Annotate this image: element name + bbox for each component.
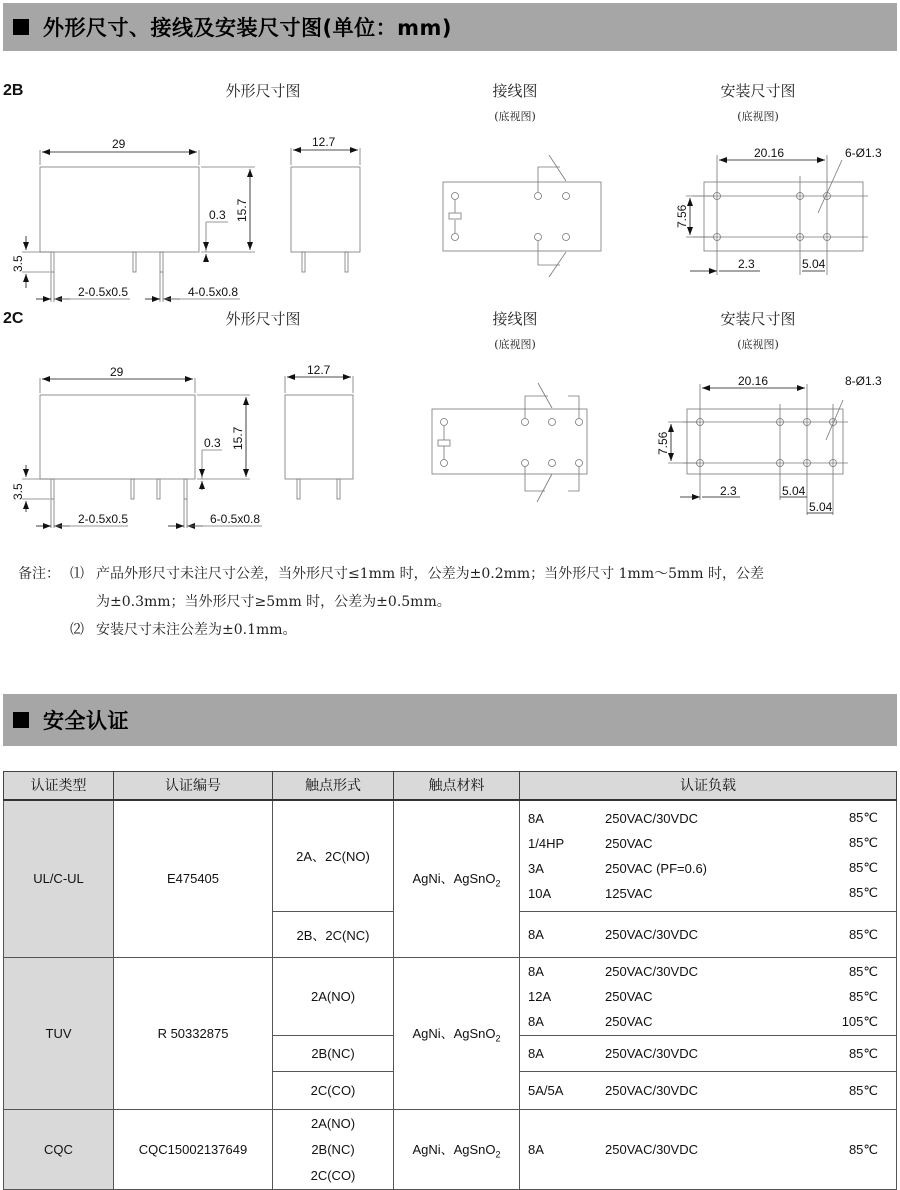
caption-wiring-2b: 接线图 (492, 82, 538, 100)
load-cell (520, 958, 897, 1036)
load-line (528, 856, 878, 881)
caption-wiring-bottomview-2c: (底视图) (494, 338, 536, 351)
material-text: AgNi、AgSnO (412, 1026, 496, 1042)
technical-drawings (0, 0, 900, 540)
load-line (528, 1078, 878, 1103)
table-header-row (4, 772, 897, 800)
caption-mounting-2b: 安装尺寸图 (720, 82, 796, 100)
caption-outline-2c: 外形尺寸图 (225, 310, 301, 328)
variant-label-2b: 2B (3, 82, 24, 99)
load-cell (520, 912, 897, 958)
load-current: 8A (528, 1046, 544, 1061)
contact-form-line: 2C(CO) (310, 1167, 356, 1183)
notes-label: 备注： (18, 566, 60, 582)
caption-mounting-2c: 安装尺寸图 (720, 310, 796, 328)
load-temp: 105℃ (841, 1013, 878, 1029)
load-temp: 85℃ (848, 860, 878, 876)
table-row (4, 958, 897, 1036)
dim-coil-pins-2b: 2-0.5x0.5 (78, 285, 129, 299)
dim-span-2b: 20.16 (754, 146, 785, 160)
dim-holes-2c: 8-Ø1.3 (845, 374, 882, 388)
contact-form-cell: 2A、2C(NO) (273, 800, 394, 912)
load-line (528, 881, 878, 906)
load-line (528, 922, 878, 947)
outline-side-view-2b (22, 150, 255, 302)
load-cell (520, 1072, 897, 1110)
contact-form-cell: 2A(NO) (273, 958, 394, 1036)
dim-row-pitch-2c: 7.56 (656, 431, 670, 455)
contact-material-cell (394, 800, 520, 958)
section-title: 安全认证 (43, 709, 129, 733)
load-temp: 85℃ (848, 885, 878, 901)
load-current: 10A (528, 885, 552, 901)
load-line (528, 831, 878, 856)
load-rating: 250VAC/30VDC (605, 1142, 698, 1157)
load-cell (520, 800, 897, 912)
wiring-diagram-2b (443, 155, 601, 277)
header-cert-load: 认证负载 (520, 772, 897, 800)
load-line (528, 806, 878, 831)
caption-wiring-2c: 接线图 (492, 310, 538, 328)
load-temp: 85℃ (848, 1141, 878, 1157)
load-temp: 85℃ (848, 988, 878, 1004)
load-current: 1/4HP (528, 835, 565, 851)
note-2-line1: 安装尺寸未注公差为±0.1mm。 (96, 622, 297, 638)
material-subscript: 2 (495, 1149, 501, 1160)
dim-width-2c: 12.7 (307, 363, 331, 377)
load-current: 8A (528, 927, 544, 942)
notes-block (18, 560, 764, 644)
dim-length-2c: 29 (110, 365, 124, 379)
load-rating: 250VAC/30VDC (605, 964, 698, 979)
contact-form-cell: 2C(CO) (273, 1072, 394, 1110)
dim-standoff-2c: 0.3 (204, 436, 221, 450)
load-current: 8A (528, 1142, 544, 1157)
dim-width-2b: 12.7 (312, 135, 336, 149)
material-text: AgNi、AgSnO (412, 871, 496, 887)
load-rating: 250VAC (605, 835, 653, 851)
dim-pitch-2b: 5.04 (802, 257, 826, 271)
certification-table (3, 771, 897, 1190)
load-rating: 250VAC (PF=0.6) (605, 860, 708, 876)
load-current: 8A (528, 964, 544, 979)
dim-offset-2b: 2.3 (738, 257, 755, 271)
dim-pin-length-2c: 3.5 (11, 483, 25, 500)
note-1-number: ⑴ (70, 566, 84, 582)
note-1-line2: 为±0.3mm；当外形尺寸≥5mm 时，公差为±0.5mm。 (96, 594, 451, 610)
outline-end-view-2c (285, 376, 353, 499)
cert-number-cell: E475405 (114, 800, 273, 958)
header-cert-type: 认证类型 (4, 772, 114, 800)
outline-end-view-2b (291, 148, 360, 272)
contact-material-cell (394, 958, 520, 1110)
load-rating: 250VAC (605, 1014, 653, 1029)
outline-side-view-2c (22, 378, 262, 528)
contact-material-cell (394, 1110, 520, 1190)
cert-type-cell: CQC (4, 1110, 114, 1190)
section-header-certification (3, 694, 897, 746)
load-current: 12A (528, 989, 552, 1004)
dim-standoff-2b: 0.3 (209, 208, 226, 222)
load-temp: 85℃ (848, 926, 878, 942)
load-cell (520, 1110, 897, 1190)
section-title: 外形尺寸、接线及安装尺寸图(单位：mm) (43, 16, 452, 40)
load-rating: 250VAC/30VDC (605, 1083, 698, 1098)
dim-offset-2c: 2.3 (720, 484, 737, 498)
load-temp: 85℃ (848, 963, 878, 979)
material-text: AgNi、AgSnO (412, 1142, 496, 1158)
contact-form-line: 2A(NO) (310, 1115, 356, 1131)
variant-label-2c: 2C (3, 310, 24, 327)
caption-outline-2b: 外形尺寸图 (225, 82, 301, 100)
mounting-diagram-2b (686, 155, 868, 275)
load-rating: 250VAC/30VDC (605, 810, 698, 826)
cert-type-cell: UL/C-UL (4, 800, 114, 958)
load-rating: 250VAC/30VDC (605, 927, 698, 942)
wiring-diagram-2c (432, 383, 587, 502)
cert-number-cell: R 50332875 (114, 958, 273, 1110)
material-subscript: 2 (495, 1033, 501, 1044)
contact-form-line: 2B(NC) (311, 1141, 355, 1157)
dim-contact-pins-2b: 4-0.5x0.8 (188, 285, 239, 299)
dim-height-2b: 15.7 (235, 198, 249, 222)
load-line (528, 1009, 878, 1034)
load-current: 8A (528, 1014, 544, 1029)
note-2-number: ⑵ (70, 622, 84, 638)
header-contact-form: 触点形式 (273, 772, 394, 800)
dim-length-2b: 29 (112, 137, 126, 151)
material-subscript: 2 (495, 879, 501, 890)
load-rating: 250VAC/30VDC (605, 1046, 698, 1061)
dim-coil-pins-2c: 2-0.5x0.5 (78, 512, 129, 526)
contact-form-cell (273, 1110, 394, 1190)
dim-pitch2-2c: 5.04 (809, 500, 833, 514)
load-line (528, 984, 878, 1009)
caption-wiring-bottomview-2b: (底视图) (494, 110, 536, 123)
load-current: 3A (528, 860, 544, 876)
mounting-diagram-2c (668, 384, 848, 515)
dim-holes-2b: 6-Ø1.3 (845, 146, 882, 160)
load-rating: 125VAC (605, 885, 653, 901)
load-line (528, 959, 878, 984)
load-current: 8A (528, 810, 544, 826)
contact-form-cell: 2B、2C(NC) (273, 912, 394, 958)
caption-mounting-bottomview-2c: (底视图) (737, 338, 779, 351)
load-rating: 250VAC (605, 989, 653, 1004)
load-line (528, 1137, 878, 1162)
dim-span-2c: 20.16 (738, 374, 769, 388)
load-temp: 85℃ (848, 1082, 878, 1098)
header-contact-material: 触点材料 (394, 772, 520, 800)
cert-type-cell: TUV (4, 958, 114, 1110)
load-temp: 85℃ (848, 810, 878, 826)
dim-pitch-2c: 5.04 (782, 484, 806, 498)
load-cell (520, 1036, 897, 1072)
table-row (4, 800, 897, 912)
table-row (4, 1110, 897, 1190)
dim-height-2c: 15.7 (231, 426, 245, 450)
square-bullet-icon (13, 712, 29, 728)
cert-number-cell: CQC15002137649 (114, 1110, 273, 1190)
dim-contact-pins-2c: 6-0.5x0.8 (210, 512, 261, 526)
dim-pin-length-2b: 3.5 (11, 255, 25, 272)
load-temp: 85℃ (848, 1045, 878, 1061)
note-1-line1: 产品外形尺寸未注尺寸公差，当外形尺寸≤1mm 时，公差为±0.2mm；当外形尺寸 1mm～5mm 时，公差 (96, 566, 764, 582)
contact-form-cell: 2B(NC) (273, 1036, 394, 1072)
header-cert-number: 认证编号 (114, 772, 273, 800)
load-line (528, 1041, 878, 1066)
load-temp: 85℃ (848, 835, 878, 851)
dim-row-pitch-2b: 7.56 (675, 204, 689, 228)
load-current: 5A/5A (528, 1083, 564, 1098)
caption-mounting-bottomview-2b: (底视图) (737, 110, 779, 123)
